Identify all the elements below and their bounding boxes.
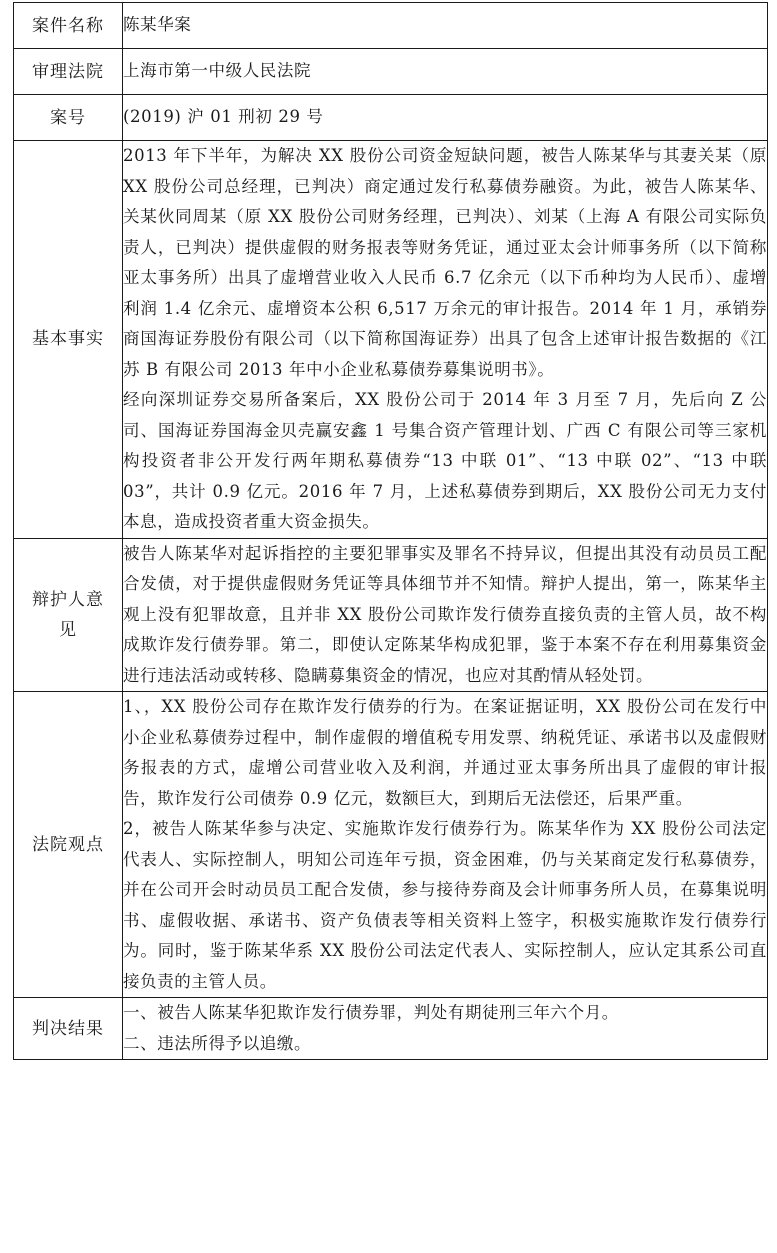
facts-paragraph-2: 经向深圳证券交易所备案后，XX 股份公司于 2014 年 3 月至 7 月，先后向 Z 公司、国海证券国海金贝壳赢安鑫 1 号集合资产管理计划、广西 C 有限公司等三家机构投资者非公开发行两年期私募债券“13 中联 01”、“13 中联 02”、“13 中联 03”，共计 0.9 亿元。2016 年 7 月，上述私募债券到期后，XX 股份公司无力支付本息，造成投资者重大资金损失。: [123, 390, 767, 531]
value-facts: [123, 141, 768, 539]
defense-paragraph-1: 被告人陈某华对起诉指控的主要犯罪事实及罪名不持异议，但提出其没有动员员工配合发债，对于提供虚假财务凭证等具体细节并不知情。辩护人提出，第一，陈某华主观上没有犯罪故意，且并非 XX 股份公司欺诈发行债券直接负责的主管人员，故不构成欺诈发行债券罪。第二，即使认定陈某华构成犯罪，鉴于本案不存在利用募集资金进行违法活动或转移、隐瞒募集资金的情况，也应对其酌情从轻处罚。: [123, 543, 767, 685]
label-defense: 辩护人意见: [32, 589, 104, 640]
row-judgment: [14, 998, 768, 1060]
value-defense: [123, 538, 768, 692]
case-table: [13, 2, 768, 1060]
label-defense-cell: [14, 538, 123, 692]
value-court-opinion: [123, 692, 768, 998]
value-judgment: [123, 998, 768, 1060]
row-case-name: [14, 3, 768, 49]
facts-paragraph-1: 2013 年下半年，为解决 XX 股份公司资金短缺问题，被告人陈某华与其妻关某（原 XX 股份公司总经理，已判决）商定通过发行私募债券融资。为此，被告人陈某华、关某伙同周某（原 XX 股份公司财务经理，已判决）、刘某（上海 A 有限公司实际负责人，已判决）提供虚假的财务报表等财务凭证，通过亚太会计师事务所（以下简称亚太事务所）出具了虚增营业收入人民币 6.7 亿余元（以下币种均为人民币）、虚增利润 1.4 亿余元、虚增资本公积 6,517 万余元的审计报告。2014 年 1 月，承销券商国海证券股份有限公司（以下简称国海证券）出具了包含上述审计报告数据的《江苏 B 有限公司 2013 年中小企业私募债券募集说明书》。: [123, 146, 767, 379]
value-case-number: (2019) 沪 01 刑初 29 号: [123, 95, 768, 141]
judgment-line-1: 一、被告人陈某华犯欺诈发行债券罪，判处有期徒刑三年六个月。: [123, 1003, 619, 1022]
judgment-line-2: 二、违法所得予以追缴。: [123, 1033, 312, 1053]
opinion-paragraph-1: 1、，XX 股份公司存在欺诈发行债券的行为。在案证据证明，XX 股份公司在发行中小企业私募债券过程中，制作虚假的增值税专用发票、纳税凭证、承诺书以及虚假财务报表的方式，虚增公司营业收入及利润，并通过亚太事务所出具了虚假的审计报告，欺诈发行公司债券 0.9 亿元，数额巨大，到期后无法偿还，后果严重。: [123, 697, 767, 808]
row-case-number: [14, 95, 768, 141]
row-court: [14, 49, 768, 95]
value-court: 上海市第一中级人民法院: [123, 49, 768, 95]
label-facts: 基本事实: [14, 141, 123, 539]
row-court-opinion: [14, 692, 768, 998]
label-judgment: 判决结果: [14, 998, 123, 1060]
label-case-name: 案件名称: [14, 3, 123, 49]
row-facts: [14, 141, 768, 539]
label-court-opinion: 法院观点: [14, 692, 123, 998]
label-case-number: 案号: [14, 95, 123, 141]
opinion-paragraph-2: 2，被告人陈某华参与决定、实施欺诈发行债券行为。陈某华作为 XX 股份公司法定代表人、实际控制人，明知公司连年亏损，资金困难，仍与关某商定发行私募债券，并在公司开会时动员员工配合发债，参与接待券商及会计师事务所人员，在募集说明书、虚假收据、承诺书、资产负债表等相关资料上签字，积极实施欺诈发行债券行为。同时，鉴于陈某华系 XX 股份公司法定代表人、实际控制人，应认定其系公司直接负责的主管人员。: [123, 819, 767, 991]
row-defense: [14, 538, 768, 692]
label-court: 审理法院: [14, 49, 123, 95]
value-case-name: 陈某华案: [123, 3, 768, 49]
